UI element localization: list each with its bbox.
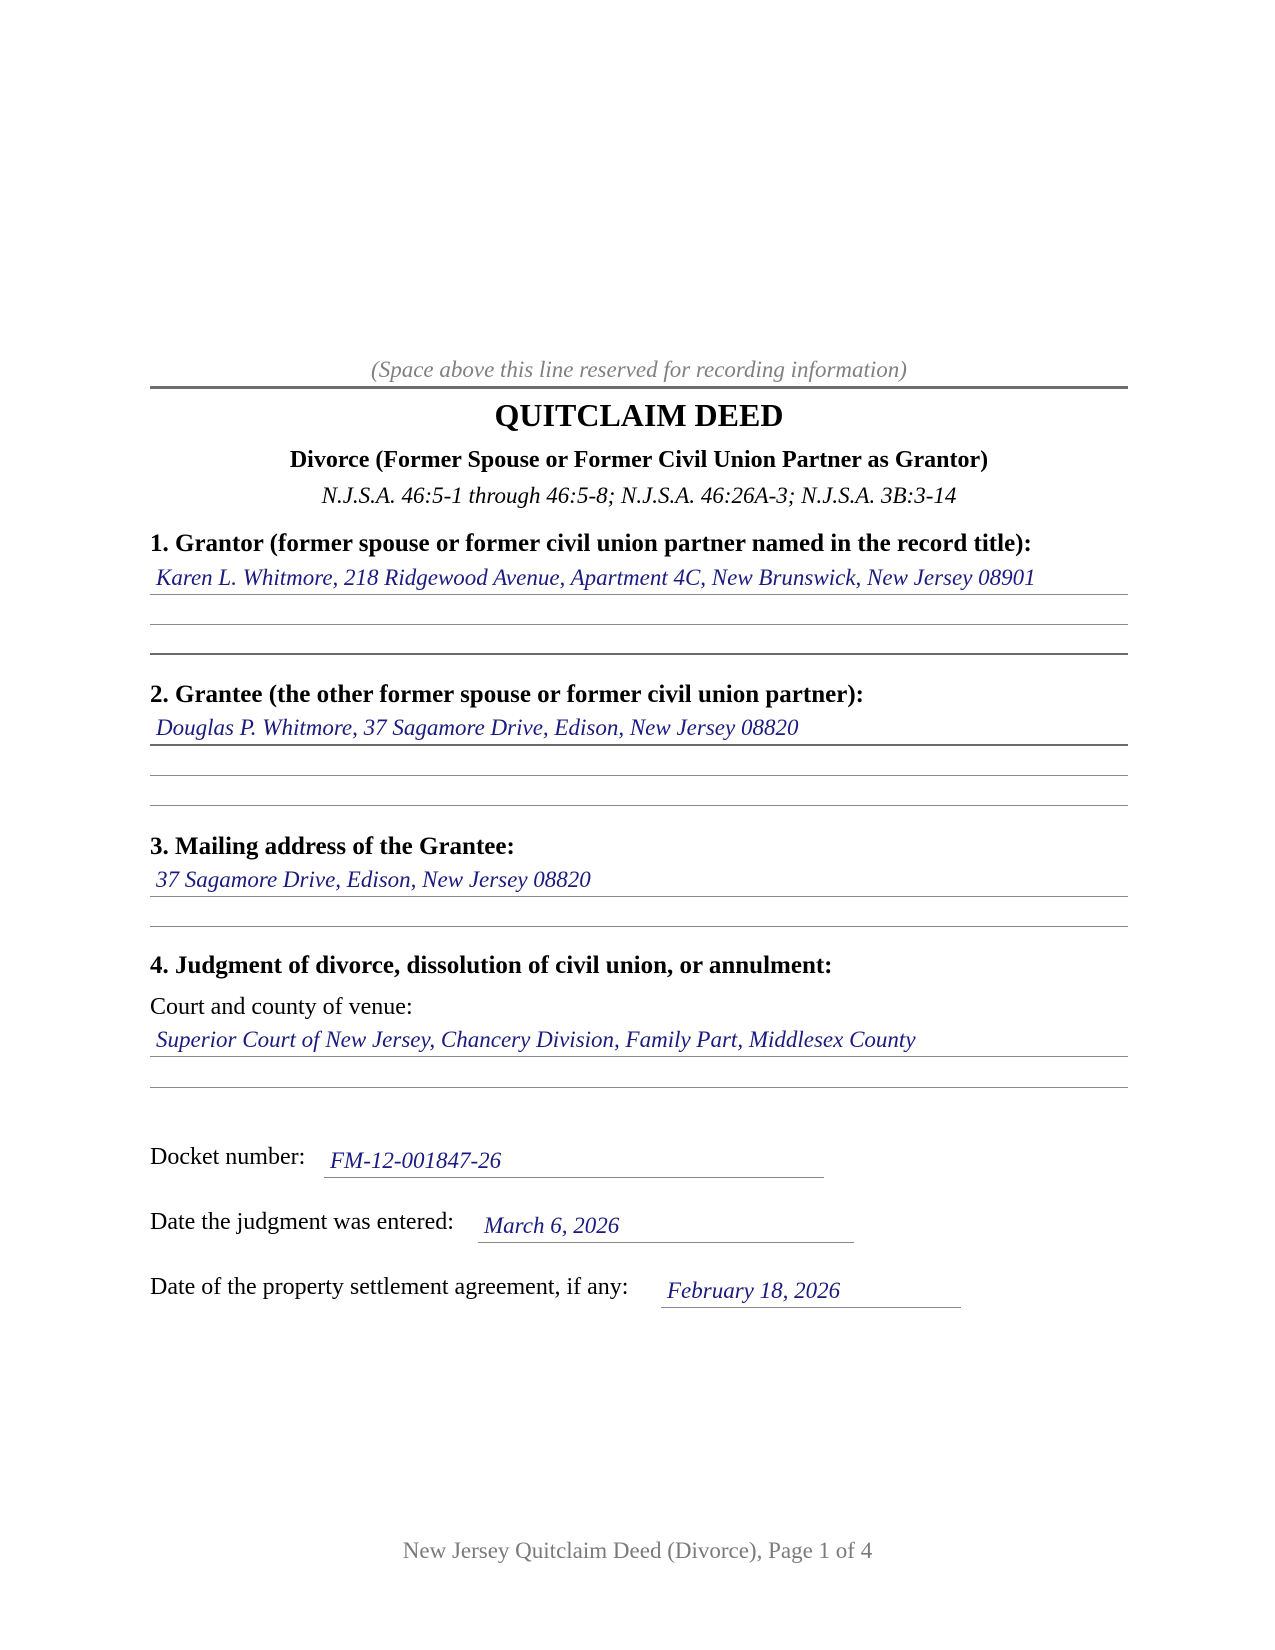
page-footer: New Jersey Quitclaim Deed (Divorce), Page 1 of 4 xyxy=(402,1538,873,1563)
grantee-field-line-1[interactable] xyxy=(150,714,1128,746)
court-field-line-2[interactable] xyxy=(150,1057,1128,1088)
grantor-value: Karen L. Whitmore, 218 Ridgewood Avenue, Apartment 4C, New Brunswick, New Jersey 08901 xyxy=(156,565,1036,590)
grantor-field-line-2[interactable] xyxy=(150,594,1128,625)
grantee-heading: 2. Grantee (the other former spouse or former civil union partner): xyxy=(150,681,864,708)
judgment-date-value: March 6, 2026 xyxy=(484,1213,620,1238)
psa-date-label: Date of the property settlement agreement, if any: xyxy=(150,1274,629,1300)
recording-divider-line xyxy=(150,386,1128,389)
docket-label: Docket number: xyxy=(150,1144,306,1170)
grantor-heading: 1. Grantor (former spouse or former civil union partner named in the record title): xyxy=(150,530,1032,557)
mailing-value: 37 Sagamore Drive, Edison, New Jersey 08820 xyxy=(156,867,591,892)
grantor-field-line-3[interactable] xyxy=(150,623,1128,655)
statute-citations: N.J.S.A. 46:5-1 through 46:5-8; N.J.S.A. 46:26A-3; N.J.S.A. 3B:3-14 xyxy=(321,483,957,508)
recording-reserved-note: (Space above this line reserved for recording information) xyxy=(371,357,907,382)
judgment-date-label: Date the judgment was entered: xyxy=(150,1209,454,1235)
docket-field[interactable] xyxy=(324,1145,824,1178)
psa-date-field[interactable] xyxy=(661,1275,961,1308)
mailing-heading: 3. Mailing address of the Grantee: xyxy=(150,833,515,860)
document-title: QUITCLAIM DEED xyxy=(494,397,784,433)
judgment-date-field[interactable] xyxy=(478,1210,854,1243)
mailing-field-line-1[interactable] xyxy=(150,866,1128,897)
grantor-field-line-1[interactable] xyxy=(150,564,1128,595)
grantee-field-line-2[interactable] xyxy=(150,745,1128,776)
judgment-heading: 4. Judgment of divorce, dissolution of civil union, or annulment: xyxy=(150,952,833,979)
grantee-field-line-3[interactable] xyxy=(150,775,1128,806)
court-value: Superior Court of New Jersey, Chancery Division, Family Part, Middlesex County xyxy=(156,1027,916,1052)
document-subtitle: Divorce (Former Spouse or Former Civil Union Partner as Grantor) xyxy=(289,447,989,473)
court-label: Court and county of venue: xyxy=(150,994,413,1020)
psa-date-value: February 18, 2026 xyxy=(667,1278,841,1303)
court-field-line-1[interactable] xyxy=(150,1026,1128,1057)
docket-value: FM-12-001847-26 xyxy=(330,1148,502,1173)
grantee-value: Douglas P. Whitmore, 37 Sagamore Drive, Edison, New Jersey 08820 xyxy=(156,715,799,740)
mailing-field-line-2[interactable] xyxy=(150,896,1128,927)
